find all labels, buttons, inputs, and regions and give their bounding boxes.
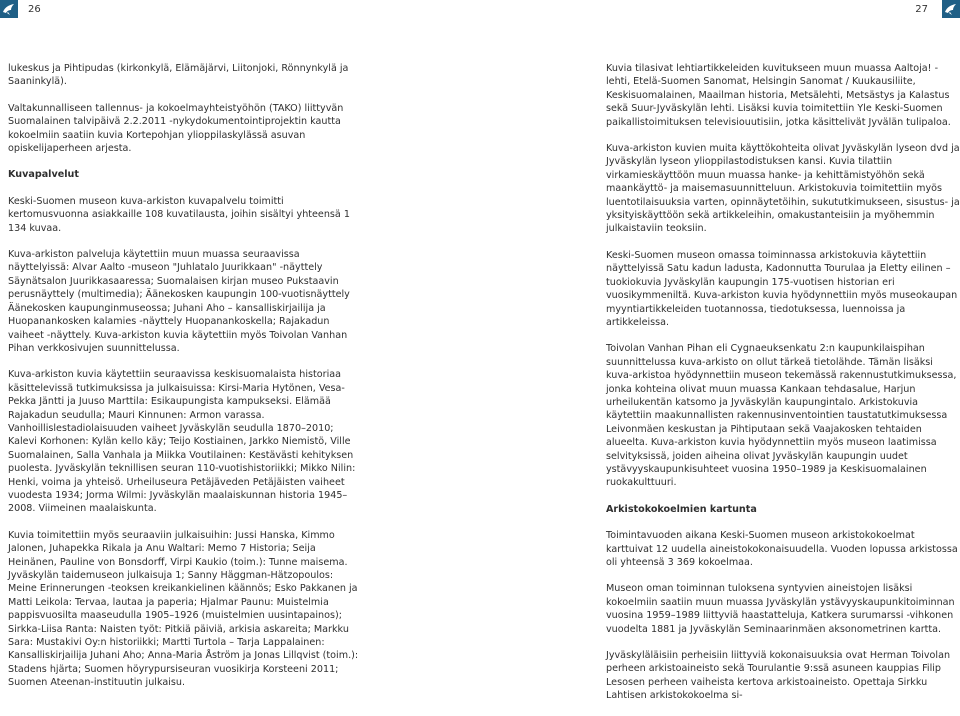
left-page-header <box>0 0 480 18</box>
paragraph: Museon oman toiminnan tuloksena syntyvien aineistojen lisäksi kokoelmiin saatiin muun muassa Jyväskylän ystävyyskaupunkitoiminnan vuosina 1959–1989 liittyviä haastatteluja, Katkera surumarssi -vihkonen vuodelta 1881 ja Jyväskylän Seminaarinmäen aksonometrinen kartta. <box>606 583 955 635</box>
paragraph: lukeskus ja Pihtipudas (kirkonkylä, Elämäjärvi, Liitonjoki, Rönnynkylä ja Saaninkylä). <box>8 63 349 88</box>
paragraph: Kuva-arkiston kuvia käytettiin seuraavissa keskisuomalaista historiaa käsittelevissä tutkimuksissa ja julkaisuissa: Kirsi-Maria Hytönen, Vesa-Pekka Jäntti ja Juuso Marttila: Esikaupungista kampukseksi. Elämää Rajakadun seudulla; Mauri Kinnunen: Armon varassa. Vanhoillislestadiolaisuuden vaiheet Jyväskylän seudulla 1870–2010; Kalevi Korhonen: Kylän kello käy; Teijo Kostiainen, Jarkko Niemistö, Ville Suomalainen, Salla Vanhala ja Miikka Voutilainen: Kestävästi kehityksen puolesta. Jyväskylän teknillisen seuran 110-vuotishistoriikki; Mikko Nilin: Henki, voima ja yhteisö. Urheiluseura Petäjäveden Petäjäisten vaiheet vuodesta 1934; Jorma Wilmi: Jyväskylän maalaiskunnan historia 1945–2008. Viimeinen maalaiskunta. <box>8 369 356 515</box>
paragraph: Keski-Suomen museon kuva-arkiston kuvapalvelu toimitti kertomusvuonna asiakkaille 108 kuvatilausta, joihin sisältyi yhteensä 1 134 kuvaa. <box>8 195 350 234</box>
paragraph: Kuvia tilasivat lehtiartikkeleiden kuvitukseen muun muassa Aaltoja! -lehti, Etelä-Suomen Sanomat, Helsingin Sanomat / Kuukausiliite, Keskisuomalainen, Maailman historia, Metsälehti, Metsästys ja Kalastus sekä Suur-Jyväskylän lehti. Lisäksi kuvia toimitettiin Yle Keski-Suomen paikallistoimituksen televisiouutisiin, jotka käsittelivät Jyvälän tulipaloa. <box>606 63 951 128</box>
paragraph: Kuvia toimitettiin myös seuraaviin julkaisuihin: Jussi Hanska, Kimmo Jalonen, Juhapekka Rikala ja Anu Waltari: Memo 7 Historia; Seija Heinänen, Pauline von Bonsdorff, Virpi Kaukio (toim.): Tunne maisema. Jyväskylän taidemuseon julkaisuja 1; Sanny Häggman-Hätzopoulos: Meine Erinnerungen -teoksen kreikankielinen käännös; Esko Pakkanen ja Matti Leikola: Tervaa, lautaa ja paperia; Hjalmar Paunu: Muistelmia pappisvuosilta maaseudulla 1905–1926 (muistelmien uusintapainos); Sirkka-Liisa Ranta: Naisten työt: Pitkiä päiviä, arkisia askareita; Markku Sara: Mustakivi Oy:n historiikki; Martti Turtola – Tarja Lappalainen: Kansalliskirjailija Juhani Aho; Anna-Maria Åström ja Jonas Lillqvist (toim.): Stadens hjärta; Suomen höyrypursiseuran vuosikirja Korsteeni 2011; Suomen Ateenan-instituutin julkaisu. <box>8 529 359 689</box>
left-page-number: 26 <box>28 3 41 15</box>
right-page-header <box>480 0 960 18</box>
paragraph: Kuva-arkiston kuvien muita käyttökohteita olivat Jyväskylän lyseon dvd ja Jyväskylän lyseon ylioppilastodistuksen kansi. Kuvia tilattiin virkamieskäyttöön muun muassa hanke- ja kehittämistyöhön sekä maankäyttö- ja maisemasuunnitteluun. Arkistokuvia toimitettiin myös luentotilaisuuksia varten, opinnäytetöihin, sukututkimukseen, sisustus- ja yksityiskäyttöön sekä artikkeleihin, omakustanteisiin ja myöhemmin julkaistaviin teoksiin. <box>606 143 960 235</box>
paragraph: Kuva-arkiston palveluja käytettiin muun muassa seuraavissa näyttelyissä: Alvar Aalto -museon "Juhlatalo Juurikkaan" -näyttely Säynätsalon Juurikkasaaressa; Suomalaisen kirjan museo Pukstaavin perusnäyttely (multimedia); Äänekosken kaupungin 100-vuotisnäyttely Äänekosken kaupunginmuseossa; Juhani Aho – kansalliskirjailija ja Huopanankosken kalamies -näyttely Huopanankoskella; Rajakadun vaiheet -näyttely. Kuva-arkiston kuvia käytettiin myös Toivolan Vanhan Pihan verkkosivujen suunnittelussa. <box>8 249 350 354</box>
paragraph: Jyväskyläläisiin perheisiin liittyviä kokonaisuuksia ovat Herman Toivolan perheen arkistoaineisto sekä Tourulantie 9:ssä asuneen kauppias Filip Lesosen perheen vaiheista kertova arkistoaineisto. Opettaja Sirkku Lahtisen arkistokokoelma si- <box>606 650 951 702</box>
bird-logo-icon <box>0 0 18 18</box>
bird-logo-icon <box>942 0 960 18</box>
paragraph: Valtakunnalliseen tallennus- ja kokoelmayhteistyöhön (TAKO) liittyvän Suomalainen talvipäivä 2.2.2011 -nykydokumentointiprojektin kautta kokoelmiin saatiin kuvia Kortepohjan ylioppilaskylässä asuvan opiskelijaperheen arjesta. <box>8 102 344 155</box>
paragraph: Toimintavuoden aikana Keski-Suomen museon arkistokokoelmat karttuivat 12 uudella aineistokokonaisuudella. Vuoden lopussa arkistossa oli yhteensä 3 369 kokoelmaa. <box>606 530 958 568</box>
paragraph: Toivolan Vanhan Pihan eli Cygnaeuksenkatu 2:n kaupunkilaispihan suunnittelussa kuva-arkisto on ollut tärkeä tietolähde. Tämän lisäksi kuva-arkistoa hyödynnettiin museon tekemässä rakennustutkimuksessa, jonka kohteina olivat muun muassa Kankaan tehdasalue, Harjun urheilukentän katsomo ja Jyväskylän kaupungintalo. Arkistokuvia käytettiin maakunnallisten rakennusinventointien taustatutkimuksessa Leivonmäen keskustan ja Pihtiputaan sekä Vaajakosken tehtaiden alueelta. Kuva-arkiston kuvia hyödynnettiin myös museon laatimissa selvityksissä, joiden aiheina olivat Jyväskylän kaupungin uudet ystävyyskaupunkisuhteet vuosina 1950–1989 ja Keskisuomalainen ruokakulttuuri. <box>606 343 957 489</box>
paragraph: Keski-Suomen museon omassa toiminnassa arkistokuvia käytettiin näyttelyissä Satu kadun ladusta, Kadonnutta Tourulaa ja Eletty eilinen – tuokiokuvia Jyväskylän kaupungin 175-vuotisen historian eri vuosikymmeniltä. Kuva-arkiston kuvia hyödynnettiin myös museokaupan myyntiartikkeleiden tuotannossa, tiedotuksessa, luennoissa ja artikkeleissa. <box>606 249 958 328</box>
right-page-column <box>606 62 960 716</box>
right-page-number: 27 <box>915 3 928 15</box>
left-page-column <box>8 62 360 703</box>
section-heading: Arkistokokoelmien kartunta <box>606 503 757 515</box>
section-heading: Kuvapalvelut <box>8 169 79 181</box>
